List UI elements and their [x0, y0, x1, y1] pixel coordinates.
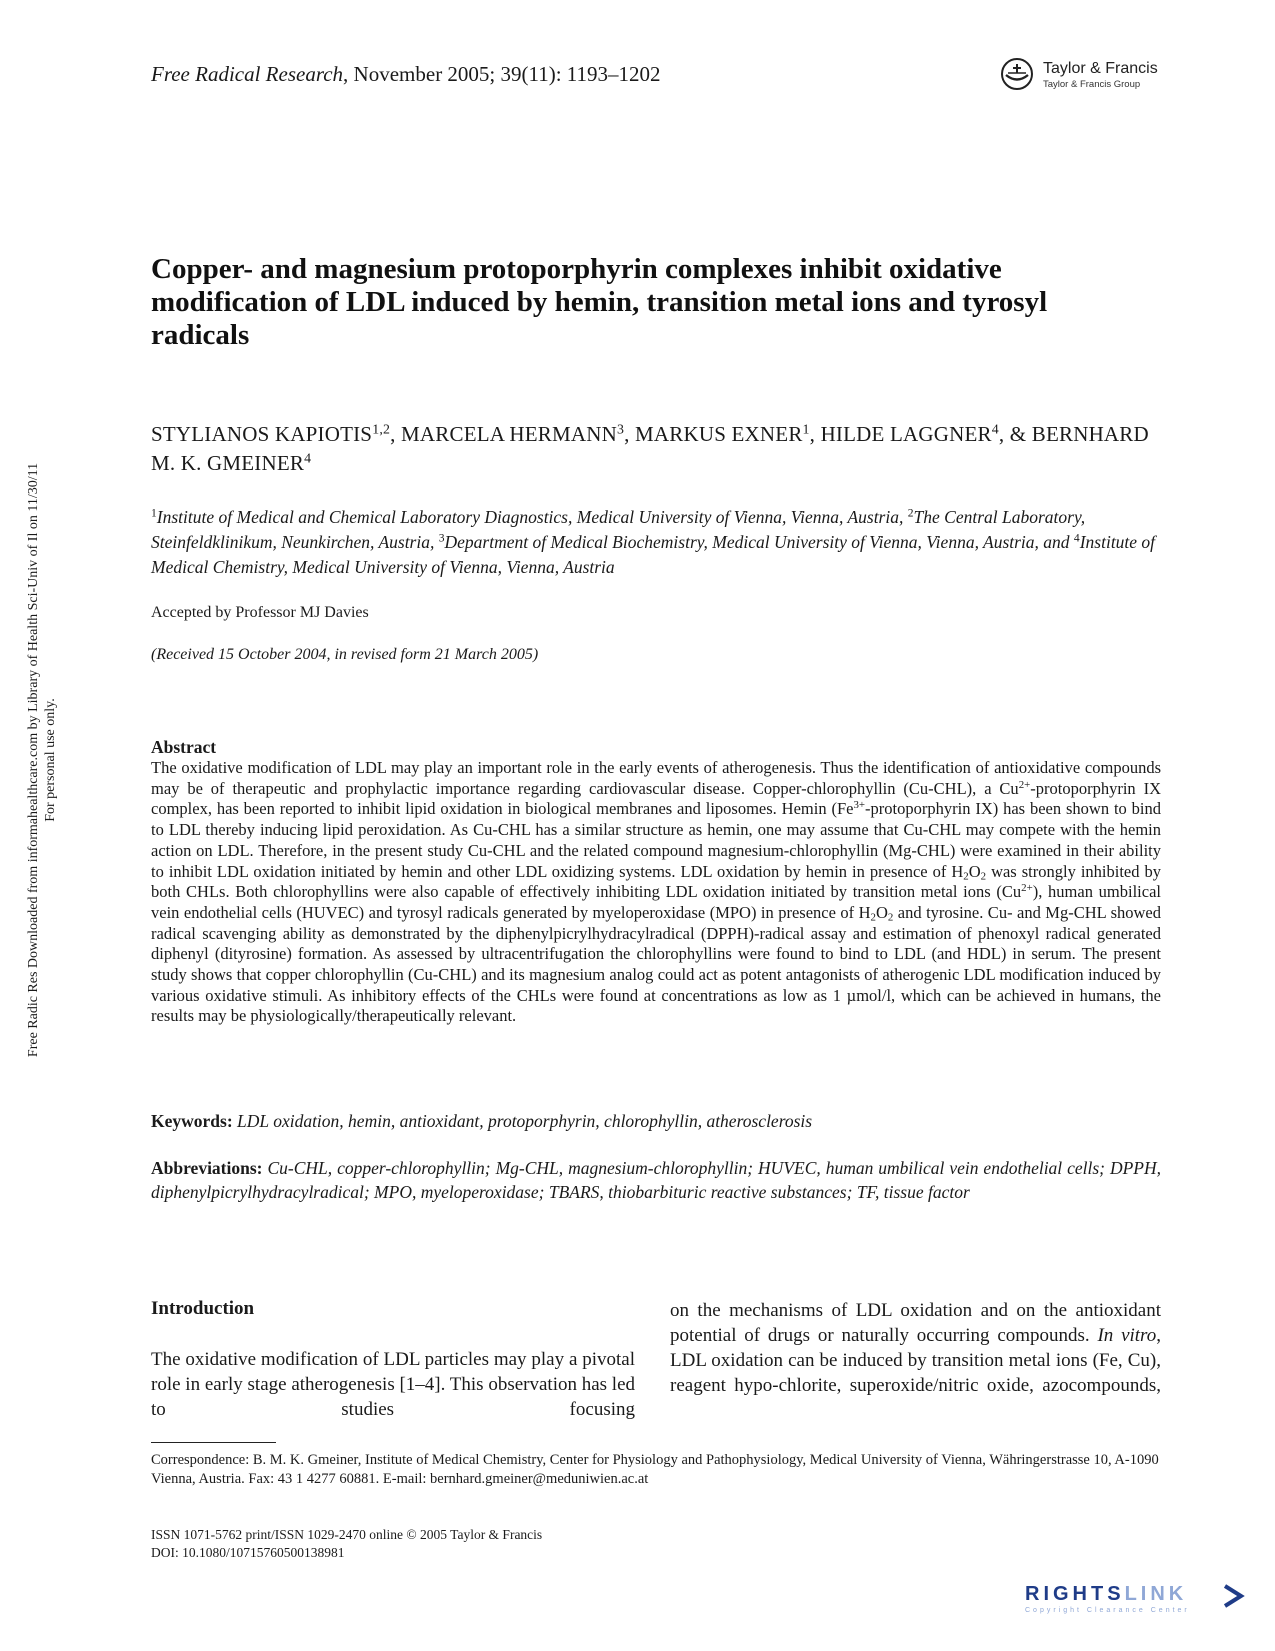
affiliation-text: Institute of Medical and Chemical Laboratory Diagnostics, Medical University of Vienna, Vienna, Austria,	[156, 507, 908, 527]
introduction-heading: Introduction	[151, 1298, 255, 1319]
abstract-text: The oxidative modification of LDL may play an important role in the early events of atherogenesis. Thus the identification of antioxidative compounds may be of therapeutic and prophylactic importance regarding cardiovascular disease. Copper-chlorophyllin (Cu-CHL), a Cu	[151, 758, 1161, 798]
abstract-text: ), human umbilical vein endothelial cells (HUVEC) and tyrosyl radicals generated by myeloperoxidase (MPO) in presence of H	[151, 882, 1161, 922]
abstract-text: was strongly inhibited by both CHLs. Both chlorophyllins were also capable of effectively inhibiting LDL oxidation initiated by transition metal ions (Cu	[151, 861, 1161, 902]
rightslink-logo	[1025, 1583, 1255, 1619]
abstract-heading: Abstract	[151, 737, 217, 757]
affiliation-text: The Central Laboratory, Steinfeldklinikum, Neunkirchen, Austria,	[151, 507, 1086, 552]
doi-line: DOI: 10.1080/10715760500138981	[151, 1545, 345, 1560]
affiliation-mark: 3	[438, 532, 445, 545]
intro-text: on the mechanisms of LDL oxidation and on the antioxidant potential of drugs or naturally occurring compounds.	[670, 1300, 1161, 1346]
rightslink-arrow-icon	[1221, 1583, 1247, 1609]
journal-citation	[151, 62, 661, 87]
personal-use-line: For personal use only.	[43, 698, 58, 822]
article-title: Copper- and magnesium protoporphyrin complexes inhibit oxidative modification of LDL induced by hemin, transition metal ions and tyrosyl radicals	[151, 253, 1048, 351]
publisher-logo	[999, 56, 1179, 96]
author-name: , HILDE LAGGNER	[809, 422, 992, 446]
abstract-text: -protoporphyrin IX) has been shown to bind to LDL thereby inducing lipid peroxidation. As Cu-CHL has a similar structure as hemin, one may assume that Cu-CHL may compete with the hemin action on LDL. Therefore, in the present study Cu-CHL and the related compound magnesium-chlorophyllin (Mg-CHL) were examined in their ability to inhibit LDL oxidation initiated by hemin and other LDL oxidizing systems. LDL oxidation by hemin in presence of H	[151, 799, 1162, 881]
author-name: , MARKUS EXNER	[624, 422, 803, 446]
author-list	[151, 420, 1161, 478]
affiliation-mark: 2	[907, 507, 914, 520]
author-name: , & BERNHARD M. K. GMEINER	[151, 422, 1149, 475]
affiliation-text: Department of Medical Biochemistry, Medical University of Vienna, Vienna, Austria, and	[444, 532, 1074, 552]
download-stamp	[0, 0, 58, 1651]
charge-superscript: 2+	[1021, 882, 1033, 895]
abstract-text: -protoporphyrin IX complex, has been reported to inhibit lipid oxidation in biological membranes and liposomes. Hemin (Fe	[151, 778, 1161, 819]
introduction-left-column: The oxidative modification of LDL particles may play a pivotal role in early stage atherogenesis [1–4]. This observation has led to studies focusing	[151, 1349, 636, 1420]
abstract-text: O	[875, 902, 888, 922]
journal-name: Free Radical Research	[151, 62, 344, 86]
formula-subscript: 2	[887, 911, 894, 924]
accepted-by: Accepted by Professor MJ Davies	[151, 604, 369, 621]
keywords-value: LDL oxidation, hemin, antioxidant, protoporphyrin, chlorophyllin, atherosclerosis	[237, 1111, 813, 1131]
issn-block	[151, 1526, 542, 1562]
abbreviations	[151, 1157, 1161, 1204]
publisher-group: Taylor & Francis Group	[1043, 79, 1141, 90]
keywords-label: Keywords:	[151, 1111, 233, 1131]
affiliation-mark: 1	[151, 507, 157, 520]
author-affiliation-mark: 4	[991, 421, 999, 437]
correspondence-note: Correspondence: B. M. K. Gmeiner, Institute of Medical Chemistry, Center for Physiology and Pathophysiology, Medical University of Vienna, Währingerstrasse 10, A-1090 Vienna, Austria. Fax: 43 1 4277 60881. E-mail: bernhard.gmeiner@meduniwien.ac.at	[151, 1452, 1159, 1487]
author-affiliation-mark: 4	[304, 450, 312, 466]
rightslink-wordmark	[1025, 1583, 1187, 1606]
rightslink-dark: RIGHTS	[1025, 1583, 1125, 1605]
rightslink-tagline: Copyright Clearance Center	[1025, 1607, 1190, 1614]
abbreviations-value: Cu-CHL, copper-chlorophyllin; Mg-CHL, magnesium-chlorophyllin; HUVEC, human umbilical vein endothelial cells; DPPH, diphenylpicrylhydracylradical; MPO, myeloperoxidase; TBARS, thiobarbituric reactive substances; TF, tissue factor	[151, 1158, 1161, 1202]
rightslink-light: LINK	[1124, 1583, 1188, 1605]
affiliation-mark: 4	[1073, 532, 1080, 545]
author-affiliation-mark: 1,2	[372, 421, 391, 437]
publisher-emblem-icon	[999, 56, 1039, 96]
intro-italic: In vitro	[1097, 1325, 1157, 1346]
charge-superscript: 2+	[1018, 778, 1031, 791]
received-dates: (Received 15 October 2004, in revised form 21 March 2005)	[151, 646, 539, 663]
intro-text: , LDL oxidation can be induced by transition metal ions (Fe, Cu), reagent hypo-chlorite, superoxide/nitric oxide, azocompounds,	[670, 1325, 1161, 1396]
author-name: , MARCELA HERMANN	[390, 422, 617, 446]
charge-superscript: 3+	[853, 799, 866, 812]
author-affiliation-mark: 3	[616, 421, 625, 437]
formula-subscript: 2	[980, 870, 987, 883]
abstract-text: and tyrosine. Cu- and Mg-CHL showed radical scavenging ability as demonstrated by the diphenylpicrylhydracylradical (DPPH)-radical assay and estimation of phenoxyl radical generated diphenyl (dityrosine) formation. As assessed by ultracentrifugation the chlorophyllins were found to bind to LDL (and HDL) in serum. The present study shows that copper chlorophyllin (Cu-CHL) and its magnesium analog could act as potent antagonists of atherogenic LDL modification induced by various oxidative stimuli. As inhibitory effects of the CHLs were found at concentrations as low as 1 µmol/l, which can be achieved in humans, the results may be physiologically/therapeutically relevant.	[151, 902, 1161, 1026]
affiliations	[151, 505, 1161, 580]
author-name: STYLIANOS KAPIOTIS	[151, 422, 373, 446]
author-affiliation-mark: 1	[802, 421, 810, 437]
download-stamp-line: Free Radic Res Downloaded from informahealthcare.com by Library of Health Sci-Univ of Il on 11/30/11	[26, 462, 41, 1058]
formula-subscript: 2	[963, 870, 969, 883]
citation-details: , November 2005; 39(11): 1193–1202	[343, 62, 661, 86]
introduction-right-column	[670, 1298, 1161, 1398]
formula-subscript: 2	[870, 911, 876, 924]
publisher-name: Taylor & Francis	[1043, 60, 1158, 77]
issn-line: ISSN 1071-5762 print/ISSN 1029-2470 online © 2005 Taylor & Francis	[151, 1527, 543, 1542]
abbreviations-label: Abbreviations:	[151, 1158, 263, 1178]
affiliation-text: Institute of Medical Chemistry, Medical University of Vienna, Vienna, Austria	[151, 532, 1156, 577]
abstract-text: O	[968, 861, 981, 881]
abstract-body	[151, 758, 1161, 1027]
footnote-divider	[151, 1442, 276, 1443]
keywords	[151, 1111, 1161, 1132]
